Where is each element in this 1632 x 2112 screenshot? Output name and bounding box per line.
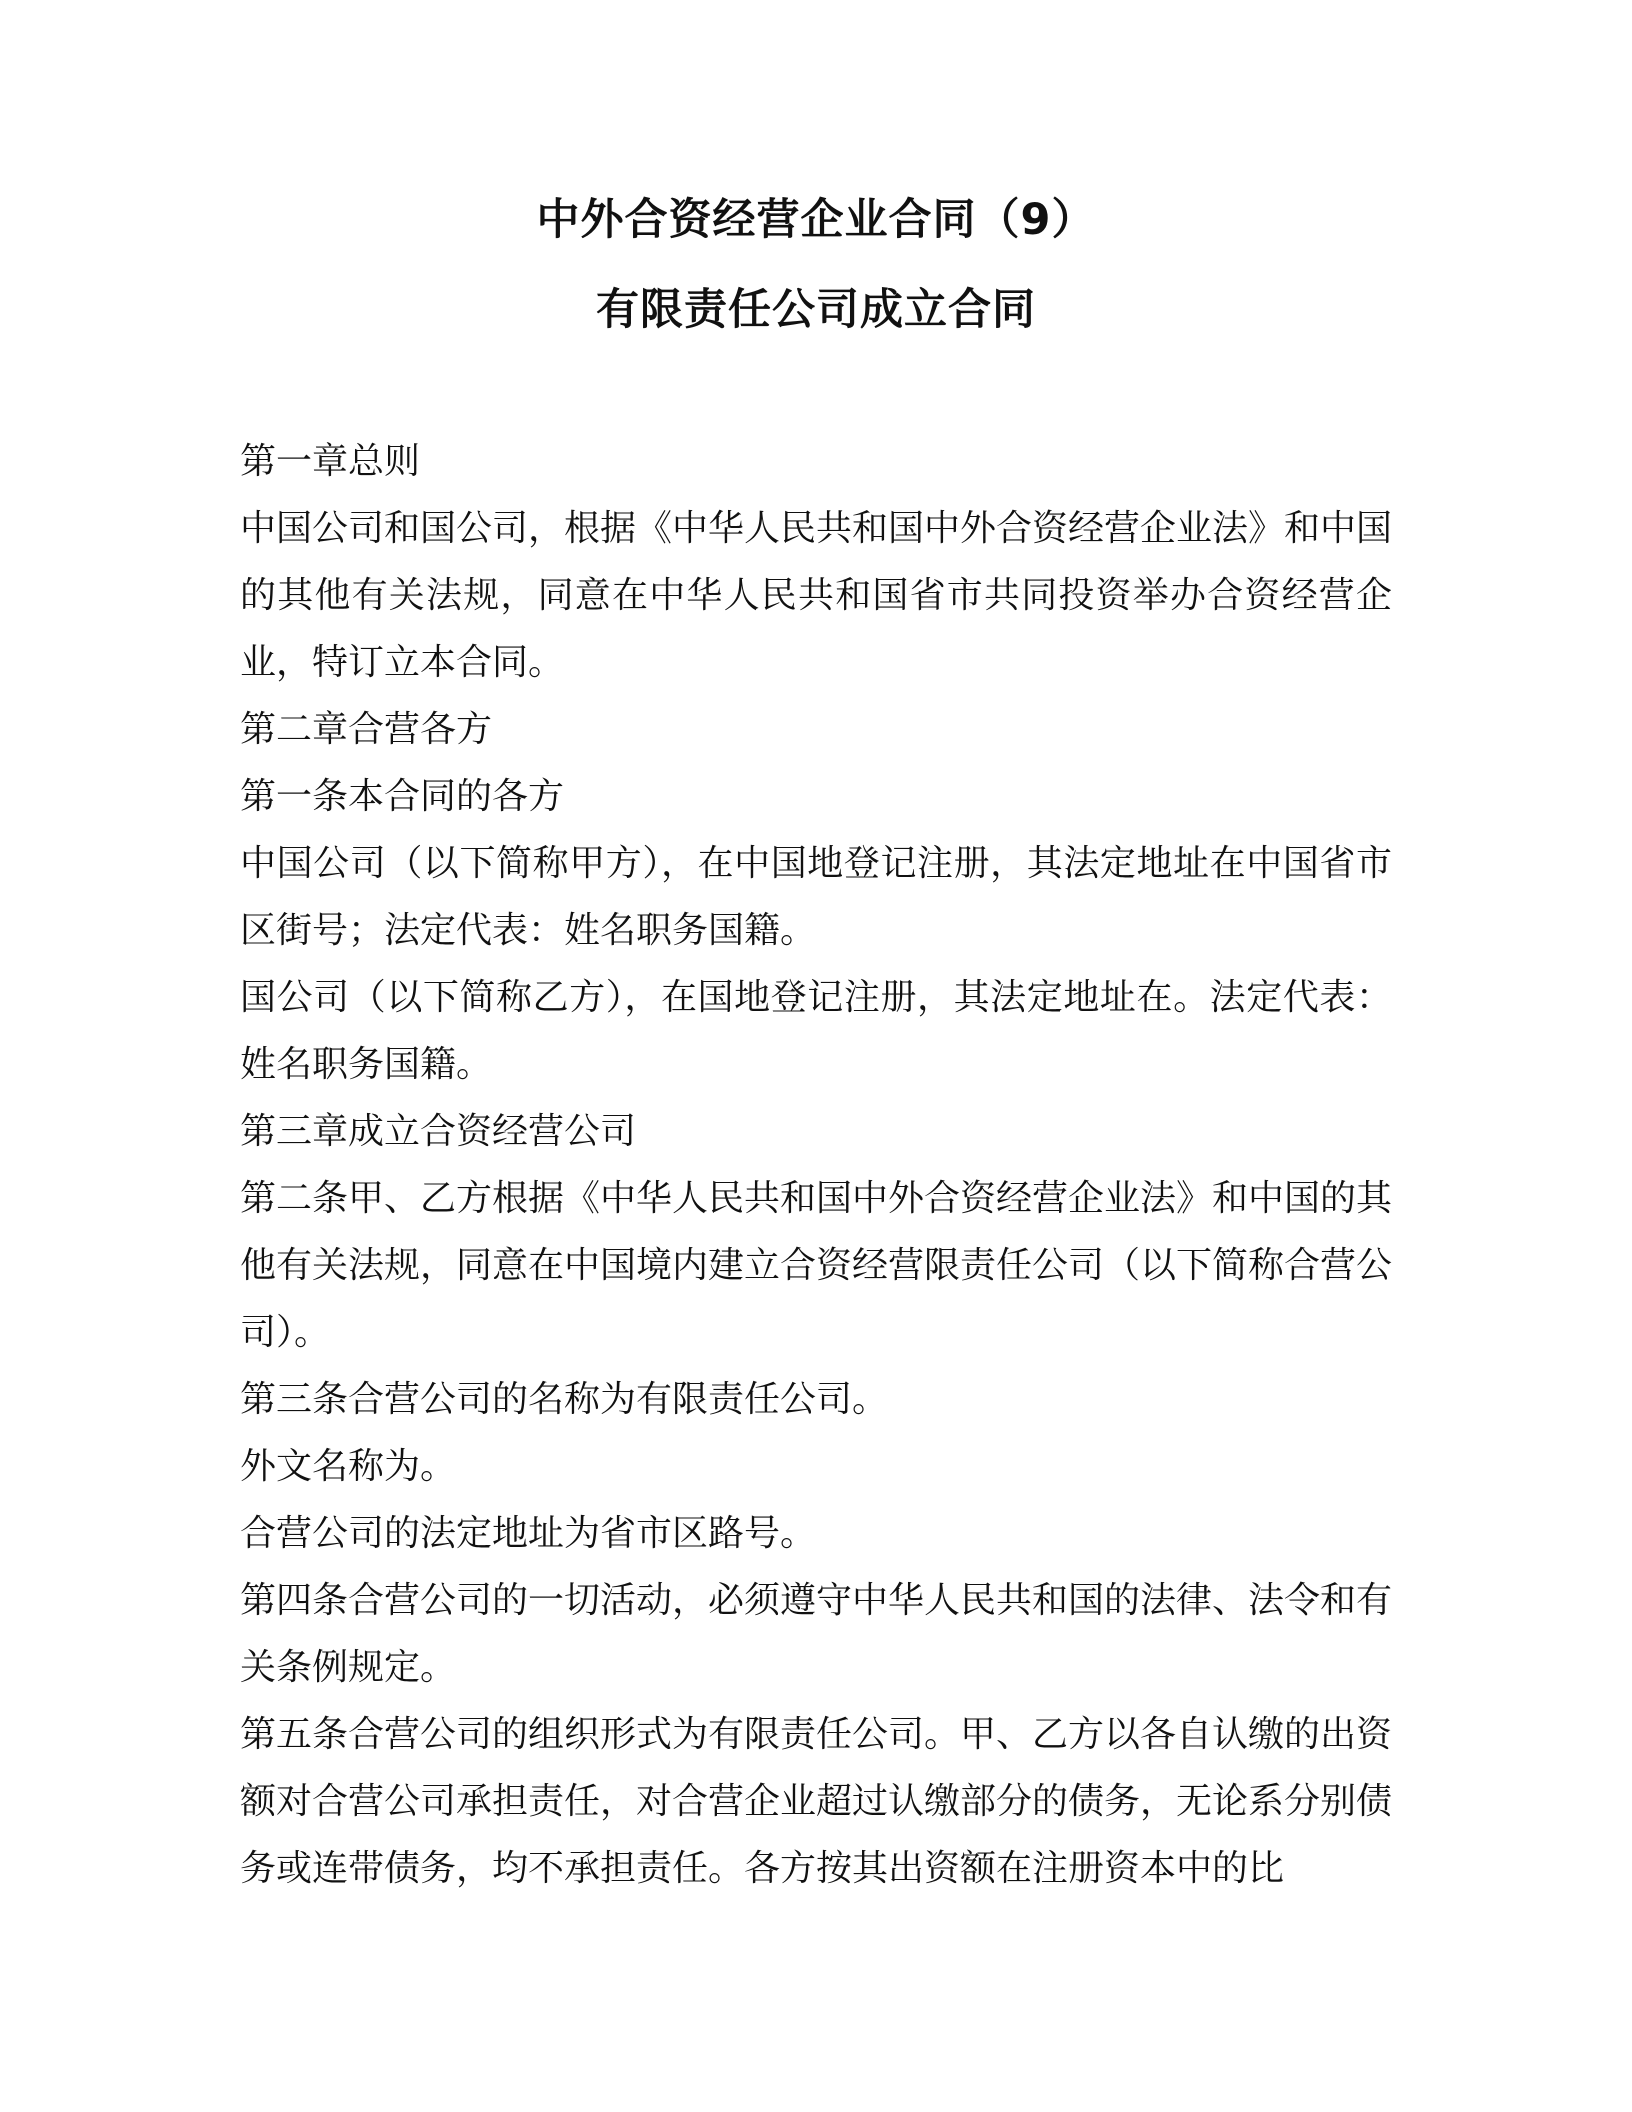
body-paragraph: 第四条合营公司的一切活动，必须遵守中华人民共和国的法律、法令和有关条例规定。 <box>240 1580 1393 1688</box>
document-body <box>240 428 1392 1902</box>
body-paragraph: 中国公司（以下简称甲方），在中国地登记注册，其法定地址在中国省市区街号；法定代表：姓名职务国籍。 <box>240 843 1392 951</box>
document-title: 中外合资经营企业合同（9） <box>536 195 1096 245</box>
body-paragraph: 第三条合营公司的名称为有限责任公司。 <box>240 1379 889 1420</box>
body-paragraph: 中国公司和国公司，根据《中华人民共和国中外合资经营企业法》和中国的其他有关法规，同意在中华人民共和国省市共同投资举办合资经营企业，特订立本合同。 <box>240 508 1393 683</box>
body-paragraph: 第二条甲、乙方根据《中华人民共和国中外合资经营企业法》和中国的其他有关法规，同意在中国境内建立合资经营限责任公司（以下简称合营公司）。 <box>240 1178 1393 1353</box>
chapter-heading-establishment: 第三章成立合资经营公司 <box>240 1111 637 1152</box>
title-block <box>0 190 1632 340</box>
body-paragraph: 第五条合营公司的组织形式为有限责任公司。甲、乙方以各自认缴的出资额对合营公司承担责任，对合营企业超过认缴部分的债务，无论系分别债务或连带债务，均不承担责任。各方按其出资额在注册资本中的比 <box>240 1714 1393 1889</box>
chapter-heading-parties: 第二章合营各方 <box>240 709 493 750</box>
body-paragraph: 外文名称为。 <box>240 1446 457 1487</box>
body-paragraph: 国公司（以下简称乙方），在国地登记注册，其法定地址在。法定代表：姓名职务国籍。 <box>240 977 1392 1085</box>
document-subtitle: 有限责任公司成立合同 <box>596 285 1036 335</box>
chapter-heading-general: 第一章总则 <box>240 441 421 482</box>
article-heading: 第一条本合同的各方 <box>240 776 565 817</box>
body-paragraph: 合营公司的法定地址为省市区路号。 <box>240 1513 817 1554</box>
